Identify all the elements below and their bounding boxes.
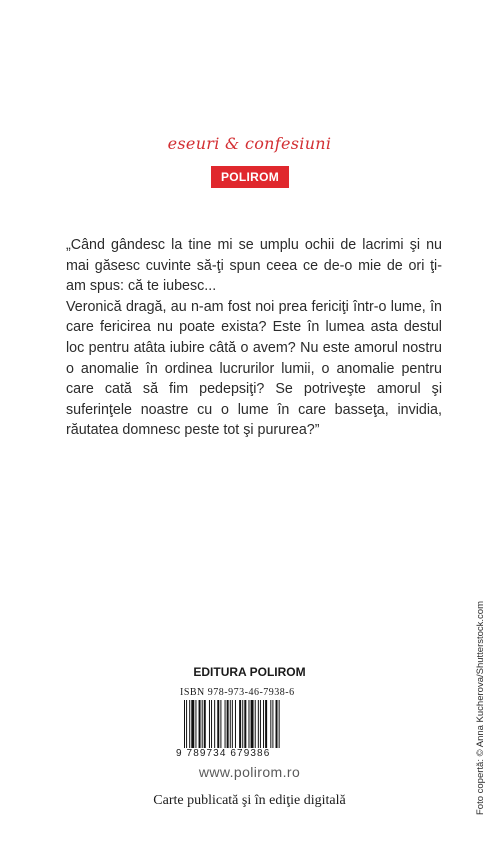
barcode-bar <box>186 700 187 748</box>
polirom-logo: POLIROM <box>211 166 289 188</box>
barcode-bar <box>217 700 219 748</box>
barcode-bar <box>199 700 201 748</box>
barcode-bar <box>225 700 226 748</box>
barcode-bar <box>255 700 256 748</box>
quote-paragraph-1: „Când gândesc la tine mi se umplu ochii de lacrimi şi nu mai găsesc cuvinte să-ţi spun ceea ce de-o mie de ori ţi-am spus: că te iubesc... <box>66 237 442 295</box>
barcode-bar <box>279 700 280 748</box>
barcode-bar <box>239 700 241 748</box>
barcode-bar <box>191 700 194 748</box>
barcode-bar <box>235 700 236 748</box>
barcode-bar <box>230 700 231 748</box>
barcode-bar <box>214 700 215 748</box>
barcode-bar <box>204 700 206 748</box>
barcode-bar <box>211 700 212 748</box>
barcode-bar <box>227 700 229 748</box>
isbn-number: ISBN 978-973-46-7938-6 <box>180 687 295 698</box>
barcode <box>182 700 320 748</box>
barcode-bar <box>276 700 278 748</box>
barcode-bar <box>242 700 243 748</box>
barcode-bar <box>209 700 210 748</box>
photo-credit: Foto copertă: © Anna Kucherova/Shutterstock.com <box>475 600 486 815</box>
barcode-bar <box>202 700 203 748</box>
barcode-bar <box>272 700 273 748</box>
publisher-name: EDITURA POLIROM <box>193 665 306 679</box>
barcode-digits: 9 789734 679386 <box>176 748 271 759</box>
digital-edition-note: Carte publicată şi în ediţie digitală <box>153 793 346 808</box>
barcode-bar <box>258 700 259 748</box>
barcode-bar <box>184 700 185 748</box>
barcode-bar <box>248 700 249 748</box>
barcode-bar <box>260 700 261 748</box>
series-label: eseuri & confesiuni <box>167 134 332 153</box>
barcode-bar <box>195 700 196 748</box>
publisher-website: www.polirom.ro <box>198 764 301 780</box>
barcode-bar <box>232 700 233 748</box>
barcode-bar <box>251 700 254 748</box>
quote-paragraph-2: Veronică dragă, au n-am fost noi prea fericiţi într-o lume, în care fericirea nu poate exista? Este în lumea asta destul loc pentru atâta iubire câtă o avem? Nu este amorul nostru o anomalie în ordinea lucrurilor lumii, o anomalie pentru care cată să fim pedepsiţi? Se potriveşte amorul şi suferinţele noastre cu o lume în care basseţa, invidia, răutatea domnesc peste tot şi pururea?” <box>66 298 442 439</box>
back-cover-quote <box>66 235 442 441</box>
barcode-bar <box>189 700 190 748</box>
barcode-bar <box>220 700 221 748</box>
barcode-bar <box>270 700 271 748</box>
barcode-bar <box>263 700 264 748</box>
barcode-bar <box>265 700 267 748</box>
barcode-bar <box>244 700 246 748</box>
